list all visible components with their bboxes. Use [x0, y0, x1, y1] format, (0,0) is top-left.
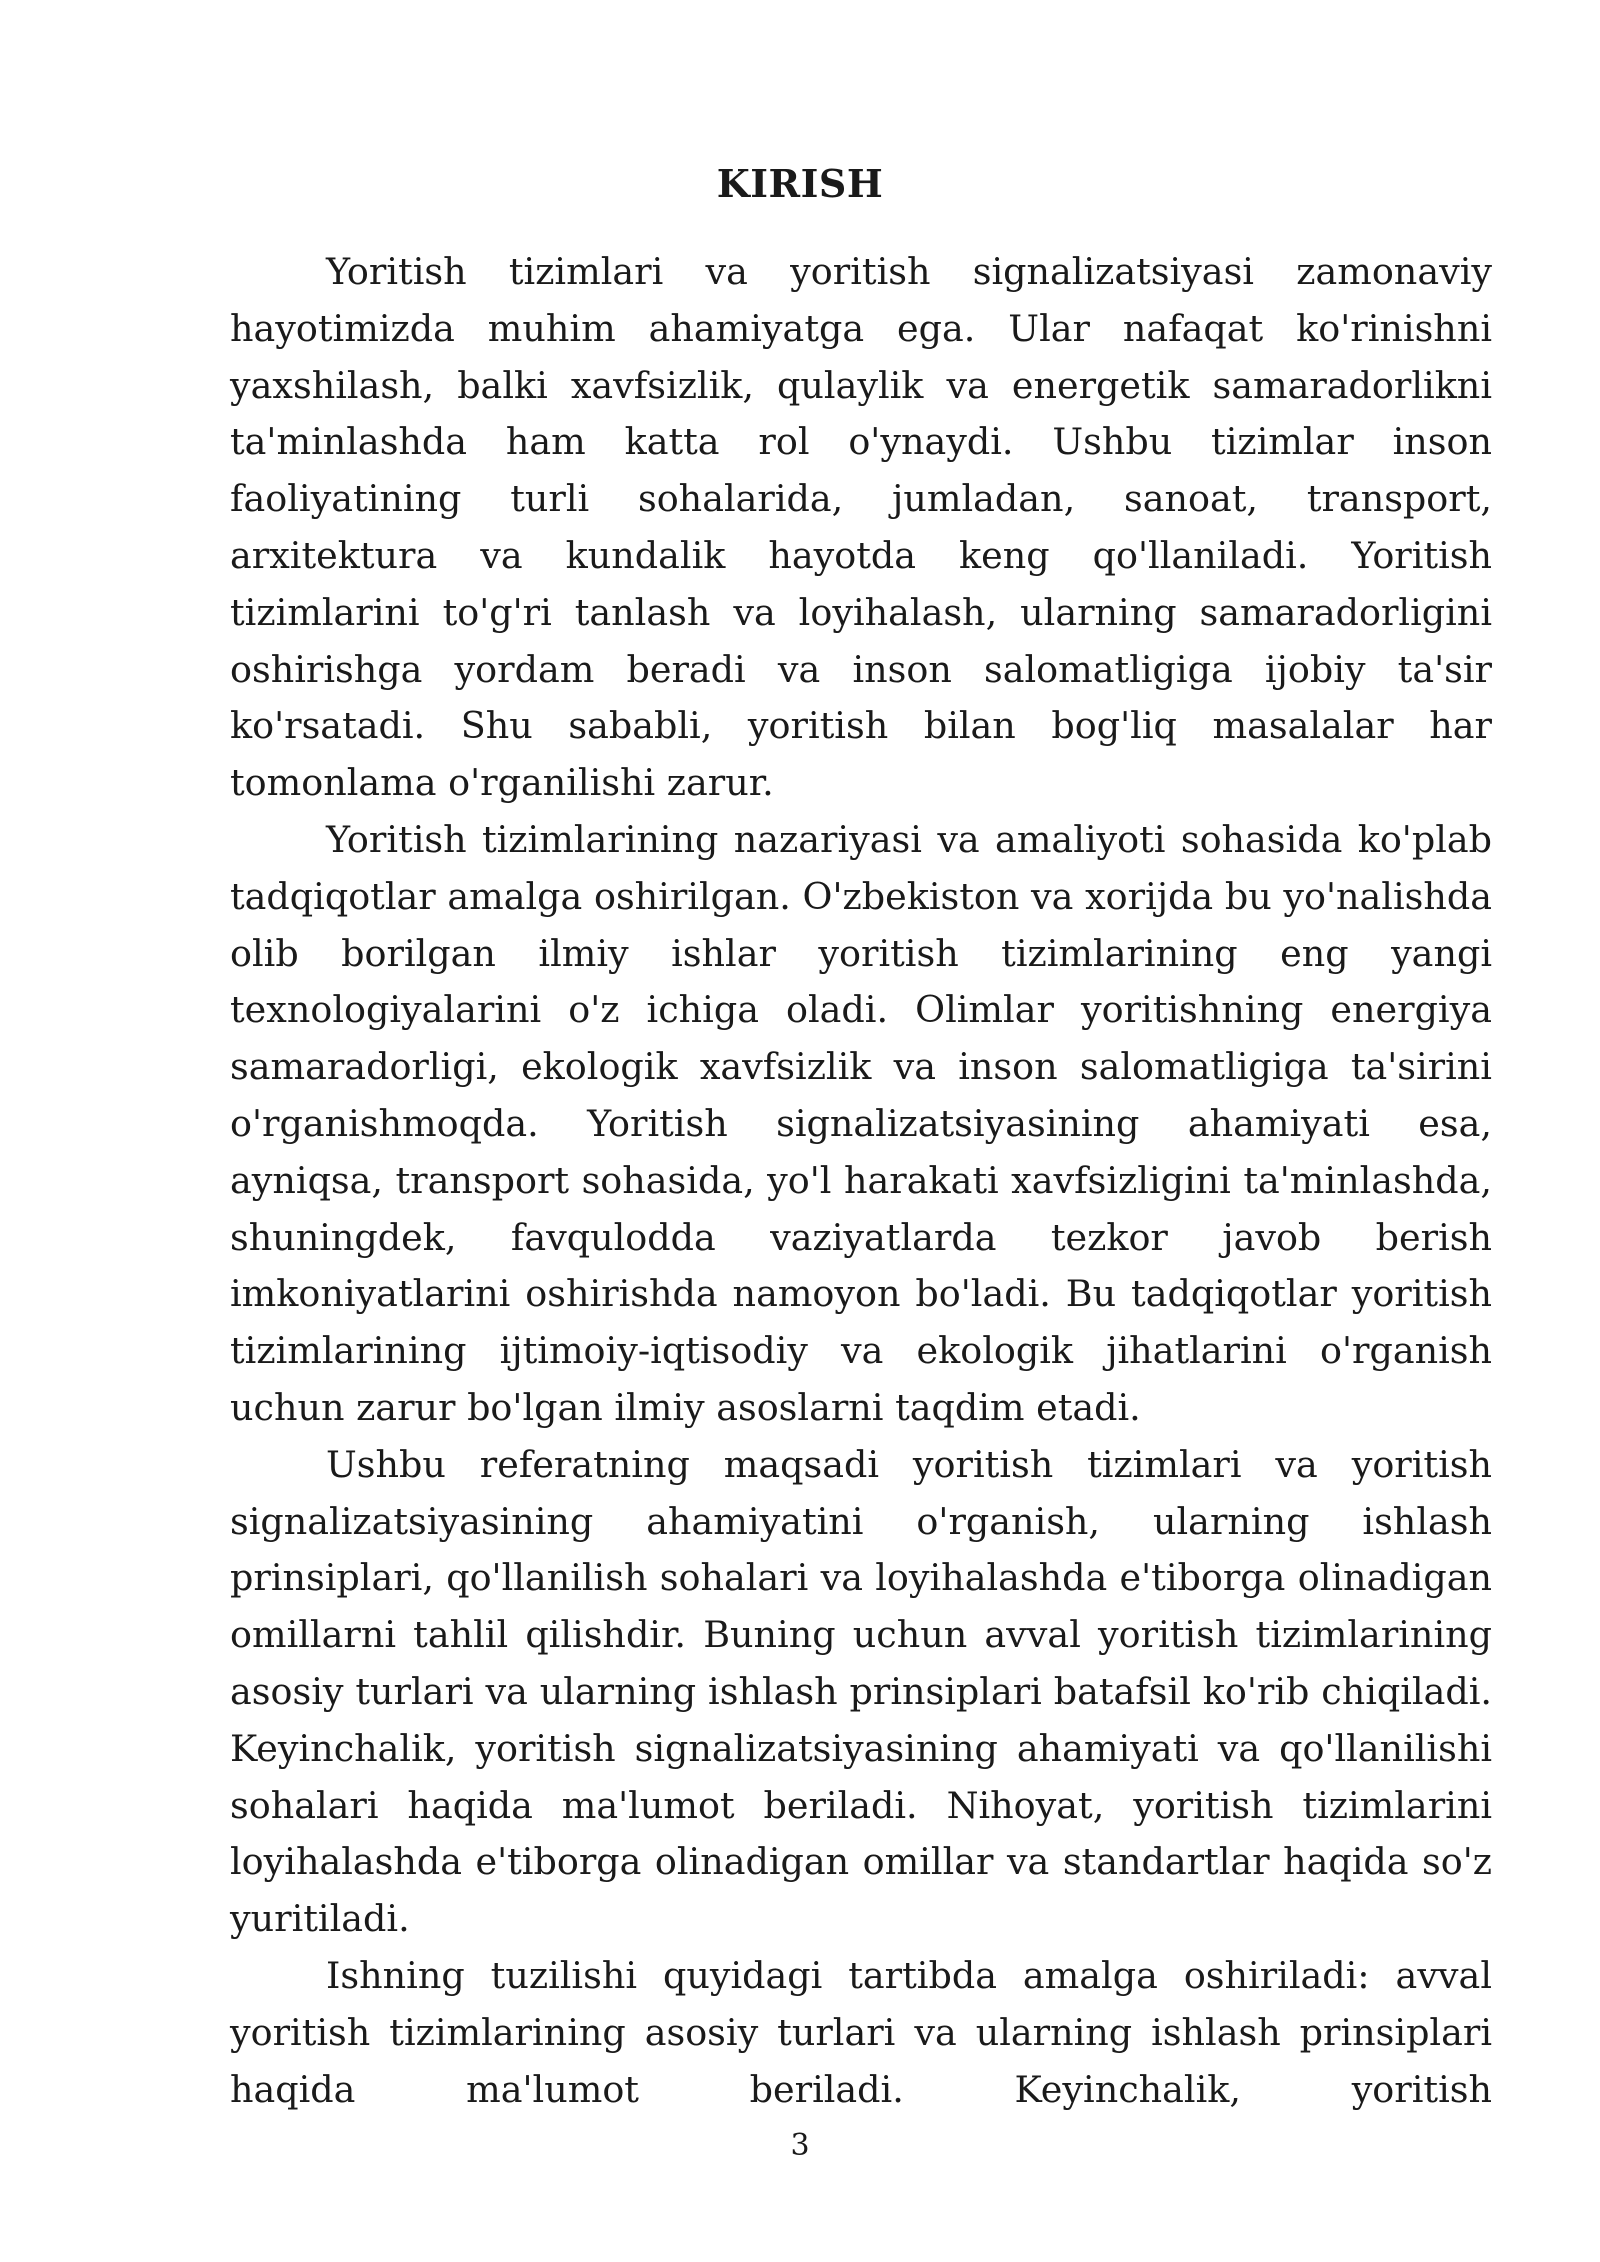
paragraph: Yoritish tizimlarining nazariyasi va amaliyoti sohasida ko'plab tadqiqotlar amalga oshirilgan. O'zbekiston va xorijda bu yo'nalishda olib borilgan ilmiy ishlar yoritish tizimlarining eng yangi texnologiyalarini o'z ichiga oladi. Olimlar yoritishning energiya samaradorligi, ekologik xavfsizlik va inson salomatligiga ta'sirini o'rganishmoqda. Yoritish signalizatsiyasining ahamiyati esa, ayniqsa, transport sohasida, yo'l harakati xavfsizligini ta'minlashda, shuningdek, favqulodda vaziyatlarda tezkor javob berish imkoniyatlarini oshirishda namoyon bo'ladi. Bu tadqiqotlar yoritish tizimlarining ijtimoiy-iqtisodiy va ekologik jihatlarini o'rganish uchun zarur bo'lgan ilmiy asoslarni taqdim etadi. — [230, 817, 1492, 1429]
body-text — [230, 244, 1492, 2118]
paragraph: Ishning tuzilishi quyidagi tartibda amalga oshiriladi: avval yoritish tizimlarining asosiy turlari va ularning ishlash prinsiplari haqida ma'lumot beriladi. Keyinchalik, yoritish — [230, 1953, 1492, 2111]
paragraph: Yoritish tizimlari va yoritish signalizatsiyasi zamonaviy hayotimizda muhim ahamiyatga ega. Ular nafaqat ko'rinishni yaxshilash, balki xavfsizlik, qulaylik va energetik samaradorlikni ta'minlashda ham katta rol o'ynaydi. Ushbu tizimlar inson faoliyatining turli sohalarida, jumladan, sanoat, transport, arxitektura va kundalik hayotda keng qo'llaniladi. Yoritish tizimlarini to'g'ri tanlash va loyihalash, ularning samaradorligini oshirishga yordam beradi va inson salomatligiga ijobiy ta'sir ko'rsatadi. Shu sababli, yoritish bilan bog'liq masalalar har tomonlama o'rganilishi zarur. — [230, 250, 1492, 805]
paragraph: Ushbu referatning maqsadi yoritish tizimlari va yoritish signalizatsiyasining ahamiyatini o'rganish, ularning ishlash prinsiplari, qo'llanilish sohalari va loyihalashda e'tiborga olinadigan omillarni tahlil qilishdir. Buning uchun avval yoritish tizimlarining asosiy turlari va ularning ishlash prinsiplari batafsil ko'rib chiqiladi. Keyinchalik, yoritish signalizatsiyasining ahamiyati va qo'llanilishi sohalari haqida ma'lumot beriladi. Nihoyat, yoritish tizimlarini loyihalashda e'tiborga olinadigan omillar va standartlar haqida so'z yuritiladi. — [230, 1442, 1492, 1941]
page-number: 3 — [790, 2128, 810, 2163]
page-title: KIRISH — [716, 161, 884, 206]
